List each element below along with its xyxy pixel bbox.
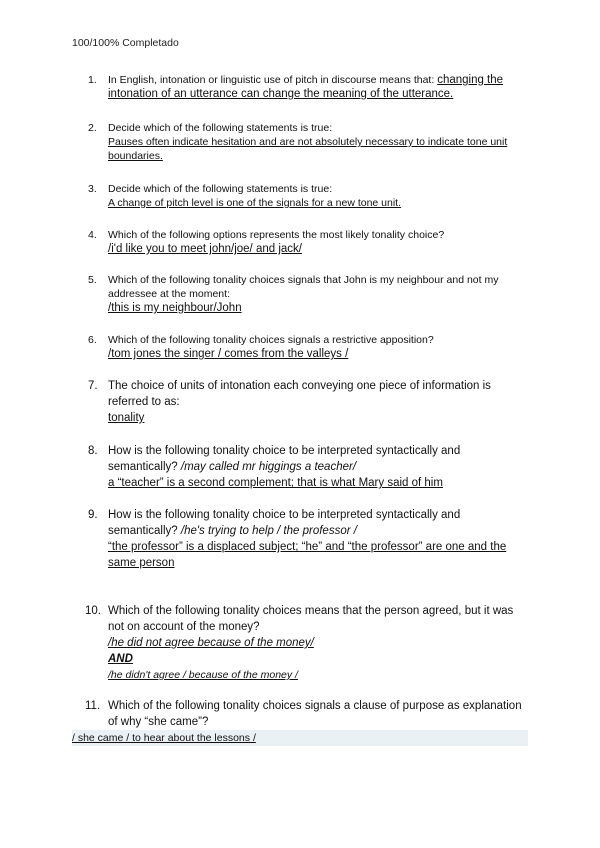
question-9: 9. How is the following tonality choice to be interpreted syntactically and semantically? /he's trying to help / the professor / “the professor” is a displaced subject; “he” and “the professor” are one and the same person	[88, 507, 528, 571]
question-4: 4. Which of the following options represents the most likely tonality choice? /i'd like you to meet john/joe/ and jack/	[88, 228, 528, 256]
question-11: 11. Which of the following tonality choices signals a clause of purpose as explanation of why “she came”?	[88, 698, 528, 730]
answer-text: “the professor” is a displaced subject; “he” and “the professor” are one and the same person	[108, 541, 507, 569]
question-example: /he's trying to help / the professor /	[180, 525, 357, 537]
question-text: Decide which of the following statements is true:	[108, 183, 333, 195]
question-text: Decide which of the following statements is true:	[108, 122, 333, 134]
question-text: Which of the following tonality choices signals a clause of purpose as explanation of why “she came”?	[108, 700, 522, 728]
answer-text: /this is my neighbour/John	[108, 302, 242, 314]
question-text: Which of the following tonality choices signals a restrictive apposition?	[108, 334, 434, 346]
question-text: Which of the following tonality choices means that the person agreed, but it was not on account of the money?	[108, 605, 514, 633]
answer-text: a “teacher” is a second complement; that is what Mary said of him	[108, 477, 443, 489]
question-example: /may called mr higgings a teacher/	[180, 461, 357, 473]
completion-status: 100/100% Completado	[72, 37, 179, 49]
question-text: In English, intonation or linguistic use of pitch in discourse means that:	[108, 74, 435, 86]
answer-text: /tom jones the singer / comes from the valleys /	[108, 348, 349, 360]
answer-text: changing the intonation of an utterance can change the meaning of the utterance.	[108, 74, 504, 100]
question-8: 8. How is the following tonality choice to be interpreted syntactically and semantically? /may called mr higgings a teacher/ a “teacher” is a second complement; that is what Mary said of him	[88, 443, 528, 491]
question-10: 10. Which of the following tonality choices means that the person agreed, but it was not on account of the money? /he did not agree because of the money/ AND /he didn't agree / because of the money /	[88, 603, 528, 683]
question-text: How is the following tonality choice to be interpreted syntactically and semantically?	[108, 445, 461, 473]
answer-text: tonality	[108, 412, 145, 424]
answer-conjunction: AND	[108, 653, 133, 665]
question-text: Which of the following tonality choices signals that John is my neighbour and not my addressee at the moment:	[108, 274, 499, 300]
answer-text: Pauses often indicate hesitation and are not absolutely necessary to indicate tone unit boundaries.	[108, 136, 508, 162]
answer-text: /i'd like you to meet john/joe/ and jack/	[108, 243, 302, 255]
question-text: How is the following tonality choice to be interpreted syntactically and semantically?	[108, 509, 461, 537]
question-text: The choice of units of intonation each conveying one piece of information is referred to as:	[108, 380, 491, 408]
question-1: 1. In English, intonation or linguistic use of pitch in discourse means that: changing the intonation of an utterance can change the meaning of the utterance.	[88, 74, 504, 100]
answer-text-1: /he did not agree because of the money/	[108, 637, 314, 649]
question-7: 7. The choice of units of intonation each conveying one piece of information is referred to as: tonality	[88, 378, 528, 426]
question-3: 3. Decide which of the following statements is true: A change of pitch level is one of the signals for a new tone unit.	[88, 182, 528, 210]
question-2: 2. Decide which of the following statements is true: Pauses often indicate hesitation and are not absolutely necessary to indicate tone unit boundaries.	[88, 121, 528, 163]
question-5: 5. Which of the following tonality choices signals that John is my neighbour and not my addressee at the moment: /this is my neighbour/John	[88, 273, 538, 315]
answer-text-2: /he didn't agree / because of the money /	[108, 669, 298, 681]
question-6: 6. Which of the following tonality choices signals a restrictive apposition? /tom jones the singer / comes from the valleys /	[88, 333, 528, 361]
answer-text-11: / she came / to hear about the lessons /	[72, 730, 528, 746]
answer-text: A change of pitch level is one of the signals for a new tone unit.	[108, 197, 402, 209]
question-text: Which of the following options represents the most likely tonality choice?	[108, 229, 445, 241]
